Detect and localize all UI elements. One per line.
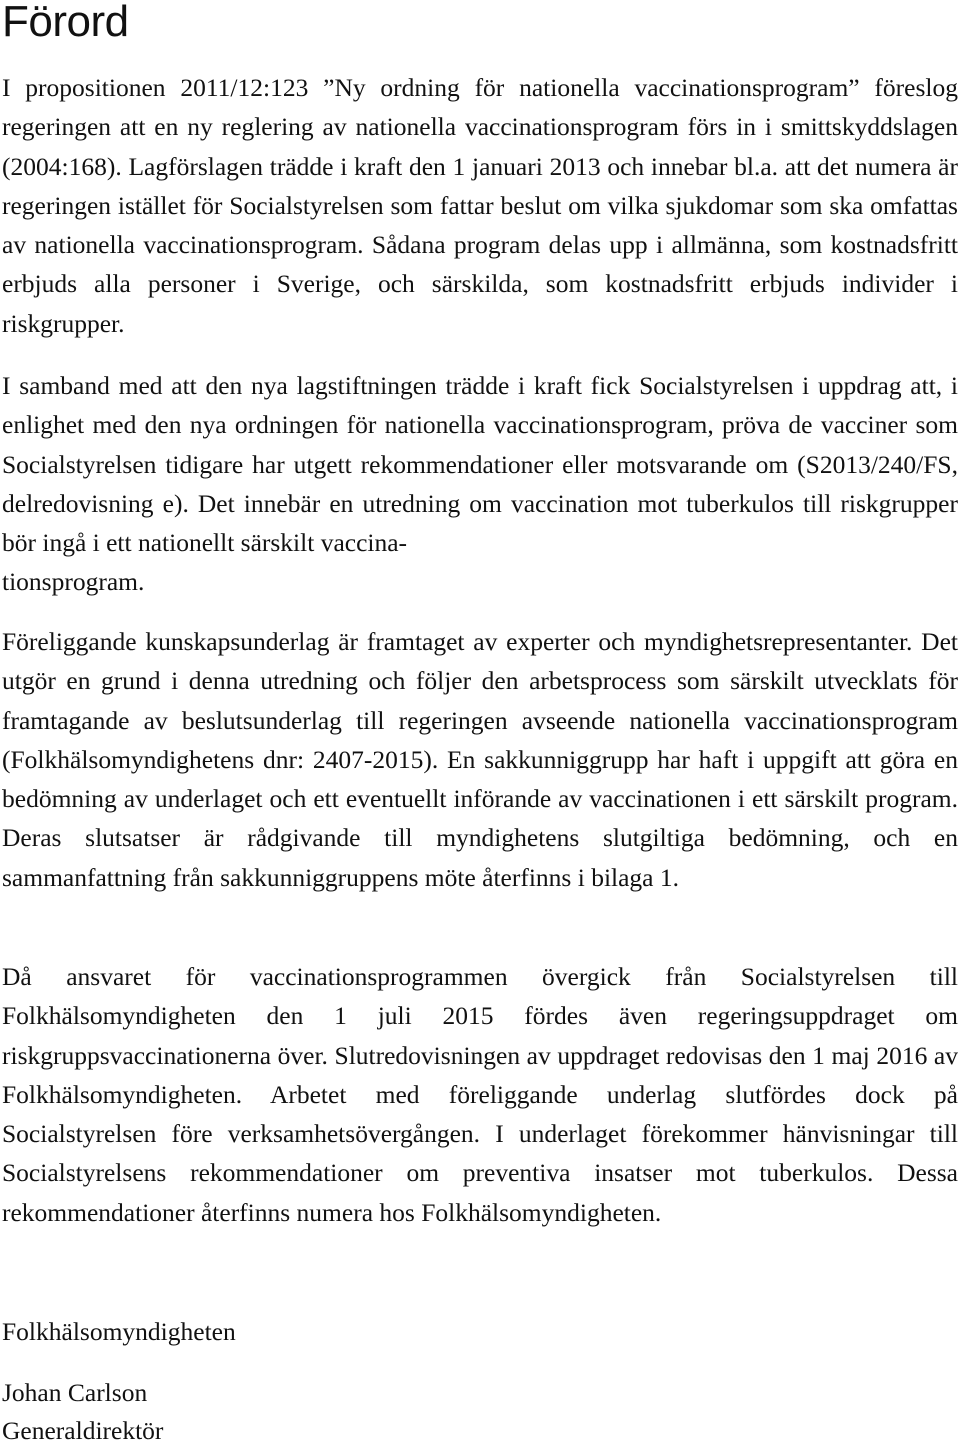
paragraph-responsibility-transfer: Då ansvaret för vaccinationsprogrammen övergick från Socialstyrelsen till Folkhälsomyndigheten den 1 juli 2015 fördes även regeringsuppdraget om riskgruppsvaccinationerna över. Slutredovisningen av uppdraget redovisas den 1 maj 2016 av Folkhälsomyndigheten. Arbetet med föreliggande underlag slutfördes dock på Socialstyrelsen före verksamhetsövergången. I underlaget förekommer hänvisningar till Socialstyrelsens rekommendationer om preventiva insatser mot tuberkulos. Dessa rekommendationer återfinns numera hos Folkhälsomyndigheten. xyxy=(2,962,958,1227)
page-title: Förord xyxy=(2,0,129,46)
paragraph-assignment: I samband med att den nya lagstiftningen trädde i kraft fick Socialstyrelsen i uppdrag att, i enlighet med den nya ordningen för nationella vaccinationsprogram, pröva de vacciner som Socialstyrelsen tidigare har utgett rekommendationer eller motsvarande om (S2013/240/FS, delredovisning e). Det innebär en utredning om vaccination mot tuberkulos till riskgrupper bör ingå i ett nationellt särskilt vaccina- tionsprogram. xyxy=(2,371,958,597)
signature-name: Johan Carlson xyxy=(2,1378,148,1407)
signature-organization: Folkhälsomyndigheten xyxy=(2,1317,236,1346)
paragraph-knowledge-basis: Föreliggande kunskapsunderlag är framtaget av experter och myndighetsrepresentanter. Det utgör en grund i denna utredning och följer den arbetsprocess som särskilt utvecklats för framtagande av beslutsunderlag till regeringen avseende nationella vaccinationsprogram (Folkhälsomyndighetens dnr: 2407-2015). En sakkunniggrupp har haft i uppgift att göra en bedömning av underlaget och ett eventuellt införande av vaccinationen i ett särskilt program. Deras slutsatser är rådgivande till myndighetens slutgiltiga bedömning, och en sammanfattning från sakkunniggruppens möte återfinns i bilaga 1. xyxy=(2,627,958,892)
paragraph-proposition: I propositionen 2011/12:123 ”Ny ordning för nationella vaccinationsprogram” föreslog regeringen att en ny reglering av nationella vaccinationsprogram förs in i smittskyddslagen (2004:168). Lagförslagen trädde i kraft den 1 januari 2013 och innebar bl.a. att det numera är regeringen istället för Socialstyrelsen som fattar beslut om vilka sjukdomar som ska omfattas av nationella vaccinationsprogram. Sådana program delas upp i allmänna, som kostnadsfritt erbjuds alla personer i Sverige, och särskilda, som kostnadsfritt erbjuds individer i riskgrupper. xyxy=(2,73,958,338)
signature-role: Generaldirektör xyxy=(2,1416,164,1445)
